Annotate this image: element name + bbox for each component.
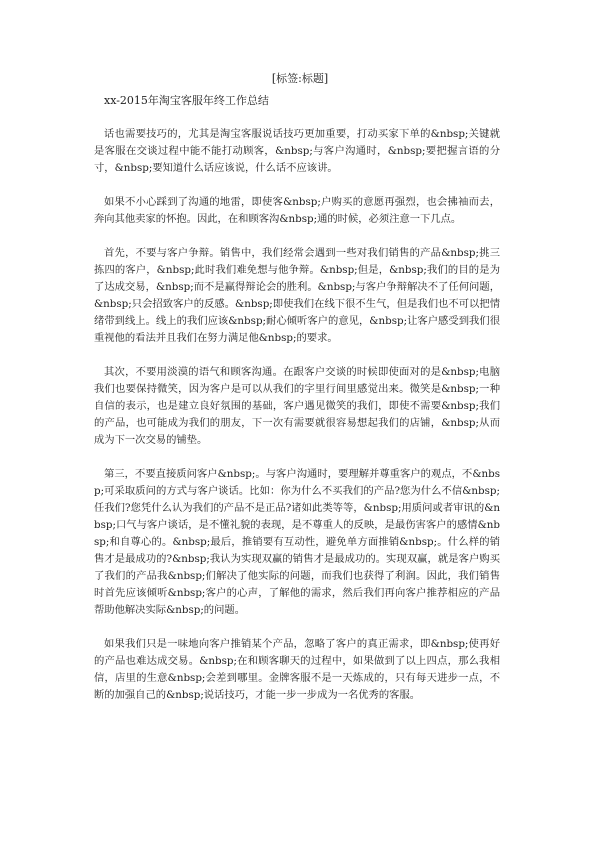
paragraph-3: 首先，不要与客户争辩。销售中，我们经常会遇到一些对我们销售的产品&nbsp;挑三拣四的客户，&nbsp;此时我们难免想与他争辩。&nbsp;但是，&nbsp;我们的目的是为了达成交易，&nbsp;而不是赢得辩论会的胜利。&nbsp;与客户争辩解决不了任何问题，&nbsp;只会招致客户的反感。&nbsp;即使我们在线下很不生气，但是我们也不可以把情绪带到线上。线上的我们应该&nbsp;耐心倾听客户的意见，&nbsp;让客户感受到我们很重视他的看法并且我们在努力满足他&nbsp;的要求。 bbox=[94, 247, 500, 344]
paragraph-4: 其次，不要用淡漠的语气和顾客沟通。在跟客户交谈的时候即使面对的是&nbsp;电脑我们也要保持微笑，因为客户是可以从我们的字里行间里感觉出来。微笑是&nbsp;一种自信的表示，也是建立良好氛围的基础，客户遇见微笑的我们，即使不需要&nbsp;我们的产品，也可能成为我们的朋友，下一次有需要就很容易想起我们的店铺，&nbsp;从而成为下一次交易的铺垫。 bbox=[94, 366, 500, 446]
document-body bbox=[94, 126, 500, 721]
tag-title: [标签:标题] bbox=[271, 72, 329, 85]
paragraph-1: 话也需要技巧的，尤其是淘宝客服说话技巧更加重要，打动买家下单的&nbsp;关键就是客服在交谈过程中能不能打动顾客，&nbsp;与客户沟通时，&nbsp;要把握言语的分寸，&nbsp;要知道什么话应该说，什么话不应该讲。 bbox=[94, 128, 500, 174]
paragraph-5: 第三，不要直接质问客户&nbsp;。与客户沟通时，要理解并尊重客户的观点，不&nbsp;可采取质问的方式与客户谈话。比如：你为什么不买我们的产品?您为什么不信&nbsp;任我们?您凭什么认为我们的产品不是正品?诸如此类等等，&nbsp;用质问或者审讯的&nbsp;口气与客户谈话，是不懂礼貌的表现，是不尊重人的反映，是最伤害客户的感情&nbsp;和自尊心的。&nbsp;最后，推销要有互动性，避免单方面推销&nbsp;。什么样的销售才是最成功的?&nbsp;我认为实现双赢的销售才是最成功的。实现双赢，就是客户购买了我们的产品我&nbsp;们解决了他实际的问题，而我们也获得了利润。因此，我们销售时首先应该倾听&nbsp;客户的心声，了解他的需求，然后我们再向客户推荐相应的产品帮助他解决实际&nbsp;的问题。 bbox=[94, 468, 500, 616]
paragraph-6: 如果我们只是一味地向客户推销某个产品，忽略了客户的真正需求，即&nbsp;使再好的产品也难达成交易。&nbsp;在和顾客聊天的过程中，如果做到了以上四点，那么我相信，店里的生意&nbsp;会差到哪里。金牌客服不是一天炼成的，只有每天进步一点，不断的加强自己的&nbsp;说话技巧，才能一步一步成为一名优秀的客服。 bbox=[94, 638, 500, 701]
paragraph-2: 如果不小心踩到了沟通的地雷，即使客&nbsp;户购买的意愿再强烈，也会拂袖而去，奔向其他卖家的怀抱。因此，在和顾客沟&nbsp;通的时候，必须注意一下几点。 bbox=[94, 196, 500, 225]
document-subtitle: xx-2015年淘宝客服年终工作总结 bbox=[104, 94, 269, 107]
